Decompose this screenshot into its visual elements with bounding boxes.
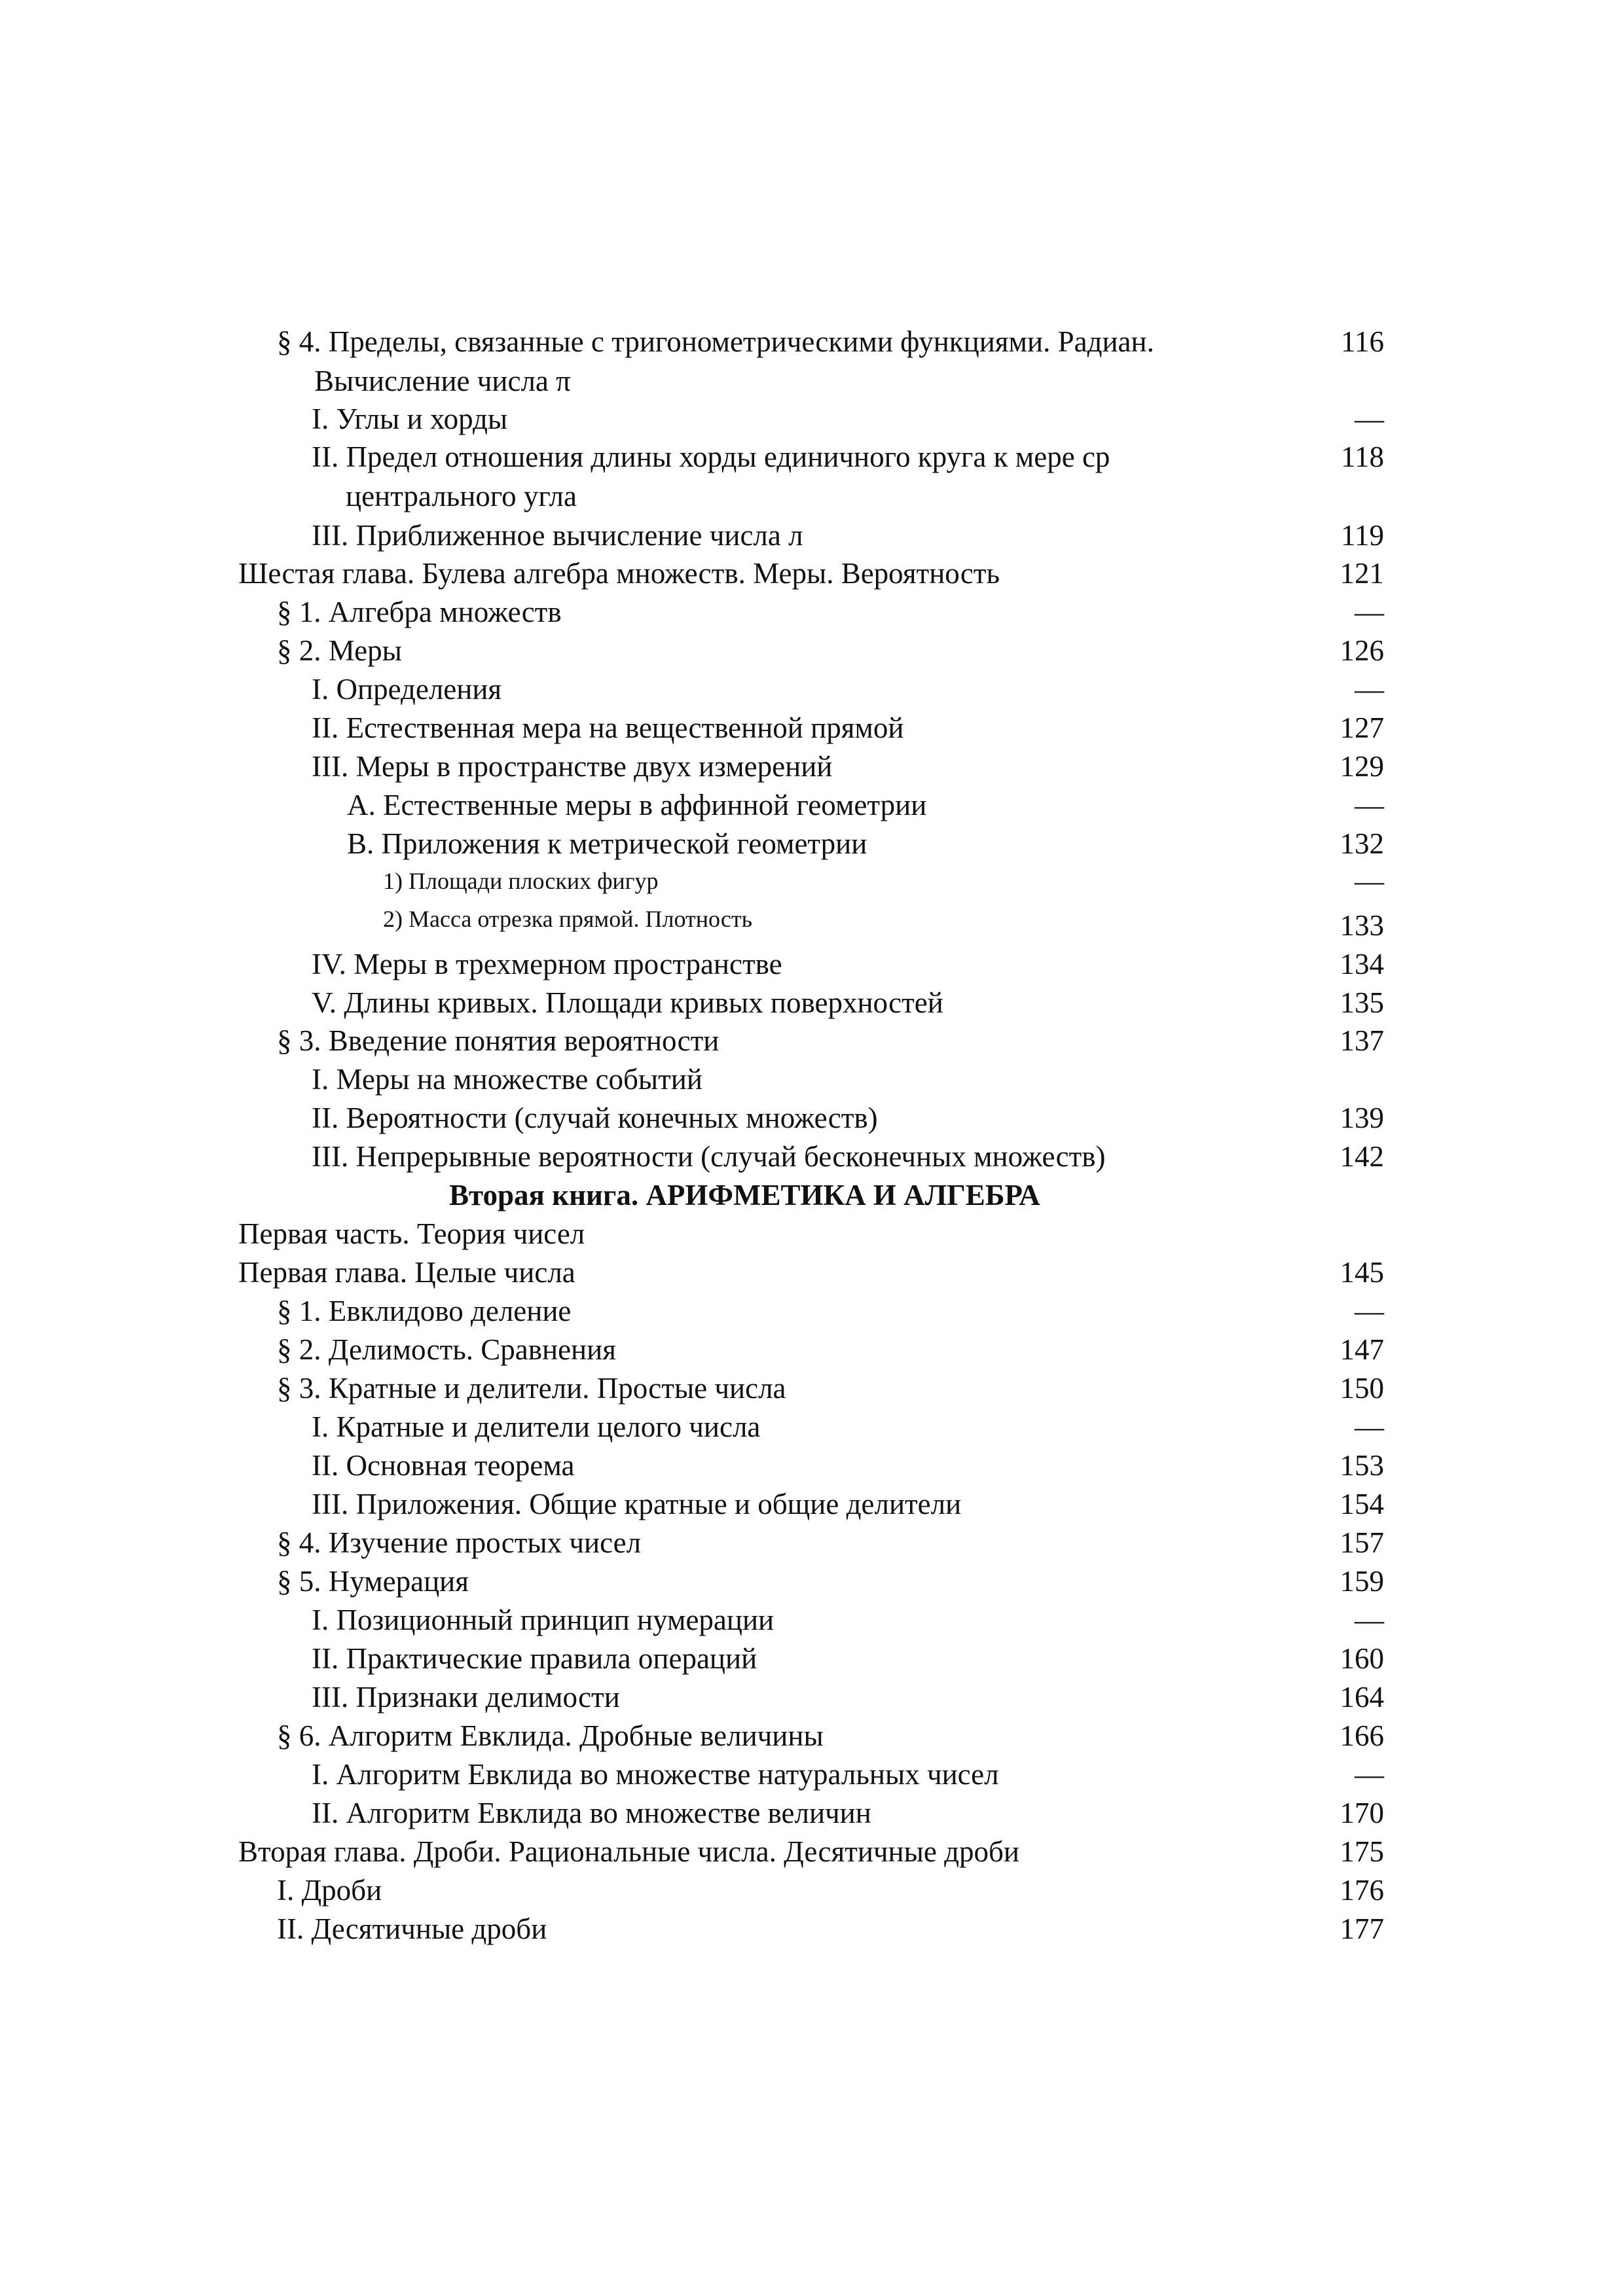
toc-entry-title: § 1. Евклидово деление <box>277 1295 572 1327</box>
toc-entry-title: II. Основная теорема <box>312 1449 575 1482</box>
toc-entry-title: 1) Площади плоских фигур <box>383 868 659 894</box>
toc-entry-title: I. Меры на множестве событий <box>312 1063 702 1096</box>
toc-entry-page: — <box>1355 1410 1384 1443</box>
toc-entry <box>0 824 1623 863</box>
toc-entry-title: § 4. Изучение простых чисел <box>277 1526 642 1559</box>
toc-entry-title: I. Алгоритм Евклида во множестве натуральных чисел <box>312 1758 999 1791</box>
toc-entry-title: II. Десятичные дроби <box>277 1912 547 1945</box>
toc-entry-title: II. Естественная мера на вещественной прямой <box>312 711 904 744</box>
toc-entry-title: II. Предел отношения длины хорды единичного круга к мере ср <box>312 440 1110 473</box>
toc-entry-page: 142 <box>1340 1140 1384 1173</box>
toc-entry-page: — <box>1355 596 1384 628</box>
toc-entry-page: 145 <box>1340 1256 1384 1289</box>
toc-entry-title: Первая часть. Теория чисел <box>238 1217 585 1250</box>
toc-entry <box>0 747 1623 786</box>
toc-entry-title: I. Дроби <box>277 1874 382 1907</box>
toc-entry <box>0 861 1623 901</box>
toc-entry <box>0 1523 1623 1562</box>
toc-entry <box>0 361 1623 401</box>
toc-entry <box>0 516 1623 555</box>
toc-entry <box>0 592 1623 632</box>
toc-entry <box>0 1871 1623 1910</box>
toc-entry-page: — <box>1355 403 1384 435</box>
toc-entry-page: 157 <box>1340 1526 1384 1559</box>
toc-entry-title: § 3. Введение понятия вероятности <box>277 1024 720 1057</box>
toc-entry-page: 154 <box>1340 1488 1384 1520</box>
toc-entry <box>0 1407 1623 1446</box>
toc-entry-page: — <box>1355 1604 1384 1636</box>
toc-entry-title: A. Естественные меры в аффинной геометрии <box>347 789 927 821</box>
toc-entry-page: 119 <box>1341 519 1384 552</box>
toc-entry-page: 166 <box>1340 1719 1384 1752</box>
toc-entry-page: — <box>1355 673 1384 706</box>
toc-entry <box>0 1446 1623 1485</box>
toc-entry-title: III. Меры в пространстве двух измерений <box>312 750 833 783</box>
toc-entry-page: 121 <box>1340 557 1384 590</box>
toc-entry-title: III. Непрерывные вероятности (случай бесконечных множеств) <box>312 1140 1106 1173</box>
toc-entry <box>0 1793 1623 1833</box>
toc-entry <box>0 1484 1623 1524</box>
toc-entry <box>0 1600 1623 1640</box>
toc-entry <box>0 1021 1623 1060</box>
toc-entry <box>0 708 1623 747</box>
toc-entry-title: § 1. Алгебра множеств <box>277 596 562 628</box>
toc-entry-page: 134 <box>1340 948 1384 980</box>
toc-entry-title: I. Позиционный принцип нумерации <box>312 1604 775 1636</box>
toc-entry <box>0 1098 1623 1138</box>
toc-entry-page: 170 <box>1340 1797 1384 1829</box>
toc-entry-page: 150 <box>1340 1372 1384 1405</box>
toc-entry <box>0 1330 1623 1369</box>
toc-entry <box>0 670 1623 709</box>
toc-entry-title: II. Алгоритм Евклида во множестве величин <box>312 1797 871 1829</box>
toc-entry-title: I. Кратные и делители целого числа <box>312 1410 761 1443</box>
toc-entry-title: Первая глава. Целые числа <box>238 1256 575 1289</box>
toc-entry-title: II. Практические правила операций <box>312 1642 757 1675</box>
toc-entry-title: § 2. Делимость. Сравнения <box>277 1333 616 1366</box>
toc-entry-page: 129 <box>1340 750 1384 783</box>
toc-entry <box>0 437 1623 476</box>
toc-entry-page: 132 <box>1340 827 1384 860</box>
toc-entry-title: § 4. Пределы, связанные с тригонометрическими функциями. Радиан. <box>277 325 1154 358</box>
toc-entry-page: 139 <box>1340 1102 1384 1134</box>
toc-entry <box>0 399 1623 439</box>
toc-entry <box>0 1716 1623 1755</box>
toc-entry-page: 118 <box>1341 440 1384 473</box>
toc-entry-page: 177 <box>1340 1912 1384 1945</box>
toc-entry-title: 2) Масса отрезка прямой. Плотность <box>383 906 752 932</box>
toc-entry <box>0 1253 1623 1292</box>
toc-entry <box>0 1137 1623 1176</box>
toc-entry <box>0 1755 1623 1794</box>
toc-entry-title: V. Длины кривых. Площади кривых поверхностей <box>312 986 943 1019</box>
toc-entry-page: 147 <box>1340 1333 1384 1366</box>
toc-entry-title: Вторая глава. Дроби. Рациональные числа. Десятичные дроби <box>238 1835 1019 1868</box>
toc-entry-page: 159 <box>1340 1565 1384 1598</box>
toc-entry <box>0 785 1623 825</box>
toc-entry-page: 175 <box>1340 1835 1384 1868</box>
toc-entry <box>0 1369 1623 1408</box>
toc-entry-page: 176 <box>1340 1874 1384 1907</box>
toc-entry-page: 160 <box>1340 1642 1384 1675</box>
toc-entry-page: 135 <box>1340 986 1384 1019</box>
book-heading <box>0 1175 1623 1215</box>
toc-entry-title: § 6. Алгоритм Евклида. Дробные величины <box>277 1719 824 1752</box>
toc-entry-page: — <box>1355 1295 1384 1327</box>
toc-entry-page: 164 <box>1340 1681 1384 1713</box>
toc-entry-page: — <box>1355 789 1384 821</box>
toc-entry-page: 133 <box>1340 909 1384 942</box>
toc-entry-title: I. Углы и хорды <box>312 403 508 435</box>
toc-entry-title: III. Приближенное вычисление числа л <box>312 519 803 552</box>
toc-entry-page: — <box>1355 865 1384 897</box>
toc-entry-page: 116 <box>1341 325 1384 358</box>
toc-entry <box>0 1677 1623 1717</box>
toc-entry-title: II. Вероятности (случай конечных множеств) <box>312 1102 878 1134</box>
toc-entry-title: III. Признаки делимости <box>312 1681 620 1713</box>
toc-entry <box>0 1832 1623 1871</box>
toc-entry <box>0 631 1623 670</box>
toc-entry-title: § 5. Нумерация <box>277 1565 469 1598</box>
book-heading-title: Вторая книга. АРИФМЕТИКА И АЛГЕБРА <box>449 1179 1040 1211</box>
toc-entry <box>0 1060 1623 1099</box>
toc-entry-title: I. Определения <box>312 673 502 706</box>
toc-entry <box>0 1639 1623 1678</box>
toc-entry-title: § 3. Кратные и делители. Простые числа <box>277 1372 786 1405</box>
toc-entry <box>0 476 1623 516</box>
toc-entry-title: Вычисление числа π <box>314 365 571 397</box>
toc-entry <box>0 944 1623 984</box>
toc-entry <box>0 1562 1623 1601</box>
toc-entry-title: III. Приложения. Общие кратные и общие делители <box>312 1488 962 1520</box>
toc-entry-title: IV. Меры в трехмерном пространстве <box>312 948 782 980</box>
toc-entry-title: § 2. Меры <box>277 634 402 667</box>
toc-entry-page: 127 <box>1340 711 1384 744</box>
toc-entry <box>0 1214 1623 1253</box>
toc-entry-page: — <box>1355 1758 1384 1791</box>
toc-entry <box>0 983 1623 1022</box>
toc-entry <box>0 1291 1623 1331</box>
toc-entry-page: 137 <box>1340 1024 1384 1057</box>
toc-entry <box>0 899 1623 942</box>
toc-entry-title: Шестая глава. Булева алгебра множеств. Меры. Вероятность <box>238 557 1000 590</box>
toc-entry-page: 153 <box>1340 1449 1384 1482</box>
toc-entry <box>0 322 1623 361</box>
toc-entry <box>0 1909 1623 1948</box>
toc-entry-page: 126 <box>1340 634 1384 667</box>
toc-entry-title: центрального угла <box>346 480 577 512</box>
toc-entry-title: B. Приложения к метрической геометрии <box>347 827 867 860</box>
toc-entry <box>0 554 1623 593</box>
